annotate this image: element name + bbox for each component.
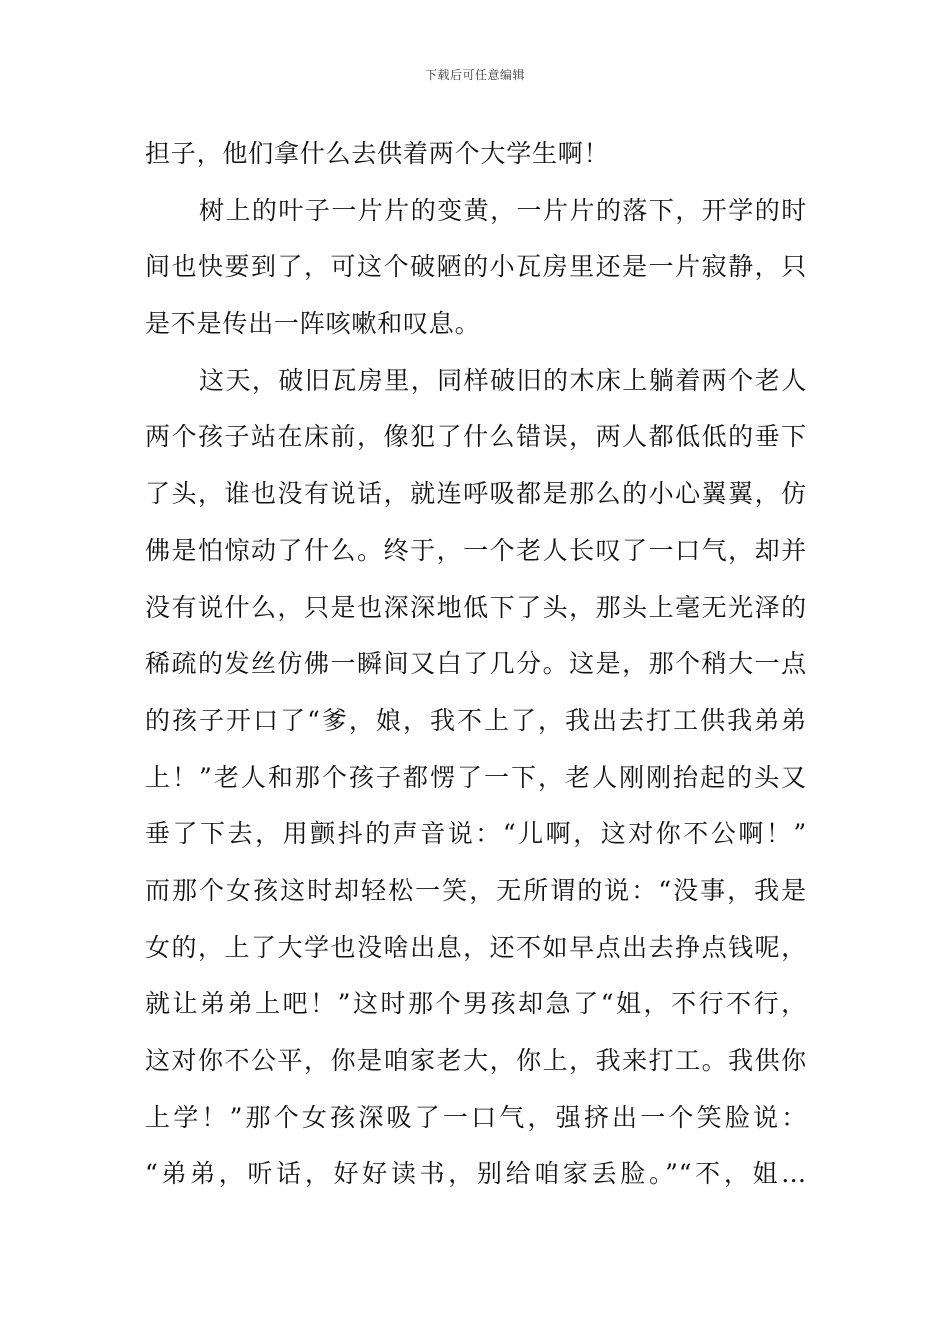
text-line: 是不是传出一阵咳嗽和叹息。 — [145, 309, 481, 339]
text-line: 担子，他们拿什么去供着两个大学生啊！ — [145, 139, 610, 168]
text-line: 上！”老人和那个孩子都愣了一下，老人刚刚抬起的头又 — [145, 762, 807, 792]
text-line: 树上的叶子一片片的变黄，一片片的落下，开学的时 — [199, 195, 807, 225]
text-line: 这天，破旧瓦房里，同样破旧的木床上躺着两个老人 — [199, 365, 807, 395]
text-line: 女的，上了大学也没啥出息，还不如早点出去挣点钱呢， — [145, 932, 807, 962]
text-line: 稀疏的发丝仿佛一瞬间又白了几分。这是，那个稍大一点 — [145, 649, 807, 679]
text-line: 间也快要到了，可这个破陋的小瓦房里还是一片寂静，只 — [145, 252, 807, 282]
text-line: 垂了下去，用颤抖的声音说：“儿啊，这对你不公啊！” — [145, 819, 807, 849]
text-line: 的孩子开口了“爹，娘，我不上了，我出去打工供我弟弟 — [145, 705, 807, 735]
text-line: 就让弟弟上吧！”这时那个男孩却急了“姐，不行不行， — [145, 989, 807, 1019]
text-line: 而那个女孩这时却轻松一笑，无所谓的说：“没事，我是 — [145, 875, 807, 905]
text-line: “弟弟，听话，好好读书，别给咱家丢脸。”“不，姐… — [145, 1159, 807, 1189]
text-line: 这对你不公平，你是咱家老大，你上，我来打工。我供你 — [145, 1046, 807, 1075]
text-line: 没有说什么，只是也深深地低下了头，那头上毫无光泽的 — [145, 592, 807, 622]
text-line: 上学！”那个女孩深吸了一口气，强挤出一个笑脸说： — [145, 1102, 807, 1132]
page-header: 下载后可任意编辑 — [424, 68, 525, 82]
body-text — [145, 126, 807, 1203]
text-line: 了头，谁也没有说话，就连呼吸都是那么的小心翼翼，仿 — [145, 479, 807, 509]
text-line: 佛是怕惊动了什么。终于，一个老人长叹了一口气，却并 — [145, 535, 807, 565]
text-line: 两个孩子站在床前，像犯了什么错误，两人都低低的垂下 — [145, 422, 807, 452]
